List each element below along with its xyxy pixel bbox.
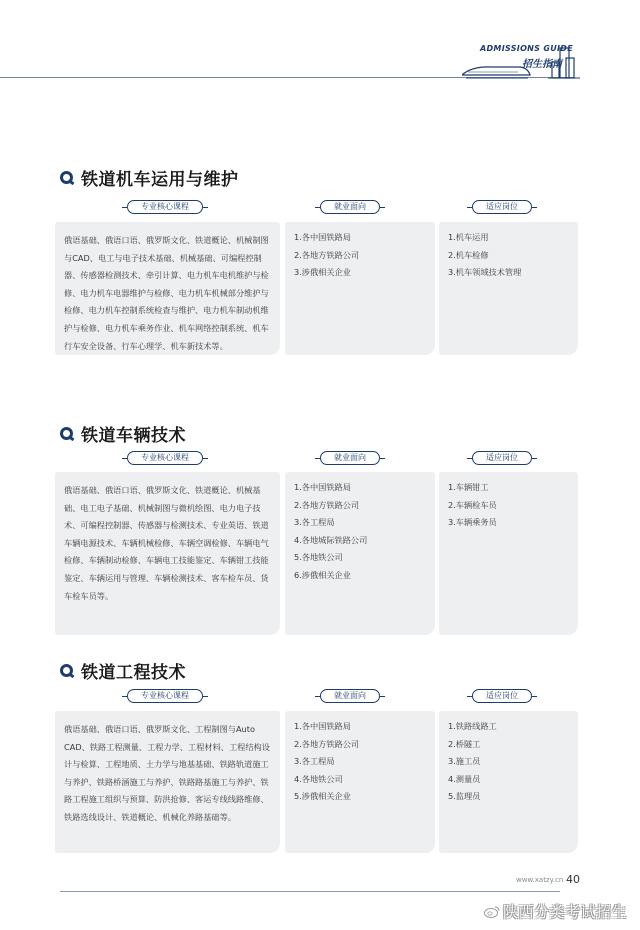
section-title-text: 铁道车辆技术	[81, 425, 186, 446]
directions-label: 就业面向	[320, 200, 380, 214]
list-item: 1.各中国铁路局	[294, 232, 351, 242]
search-bullet-icon	[60, 427, 73, 440]
positions-label: 适应岗位	[472, 451, 532, 465]
positions-box	[439, 711, 578, 853]
positions-box	[439, 222, 578, 355]
list-item: 4.测量员	[448, 773, 481, 784]
list-item: 2.各地方铁路公司	[294, 249, 360, 260]
list-item: 3.涉俄相关企业	[294, 267, 351, 278]
section-title-text: 铁道机车运用与维护	[81, 169, 239, 190]
positions-box	[439, 472, 578, 635]
courses-text: 俄语基础、俄语口语、俄罗斯文化、工程制图与Auto CAD、铁路工程测量、工程力学、工程材料、工程结构设计与检算、工程地质、土力学与地基基础、铁路轨道施工与养护、铁路桥涵施工与养护、铁路路基施工与养护、铁路工程施工组织与预算、防洪抢修、客运专线线路维修、铁路选线设计、铁道概论、机械化养路基础等。	[64, 724, 270, 822]
list-item: 3.各工程局	[294, 756, 335, 767]
section-title	[60, 421, 186, 445]
courses-label: 专业核心课程	[127, 689, 203, 703]
watermark-text: 陕西分类考试招生	[503, 903, 628, 921]
list-item: 5.各地铁公司	[294, 552, 343, 563]
positions-label: 适应岗位	[472, 689, 532, 703]
brand-chinese: 招生指南	[522, 59, 562, 70]
list-item: 3.各工程局	[294, 517, 335, 528]
list-item: 1.各中国铁路局	[294, 721, 351, 731]
list-item: 2.各地方铁路公司	[294, 499, 360, 510]
courses-text: 俄语基础、俄语口语、俄罗斯文化、铁道概论、机械制图与CAD、电工与电子技术基础、机械基础、可编程控制器、传感器检测技术、牵引计算、电力机车电机维护与检修、电力机车电器维护与检修、电力机车机械部分维护与检修、电力机车控制系统检查与维护、电力机车制动机维护与检修、电力机车乘务作业、机车网络控制系统、机车行车安全设备、行车心理学、机车新技术等。	[64, 235, 269, 351]
list-item: 6.涉俄相关企业	[294, 569, 351, 580]
courses-box	[55, 472, 280, 635]
section-title	[60, 165, 239, 189]
courses-label: 专业核心课程	[127, 200, 203, 214]
section-title	[60, 658, 186, 682]
courses-label: 专业核心课程	[127, 451, 203, 465]
list-item: 5.监理员	[448, 791, 481, 802]
brand-english: ADMISSIONS GUIDE	[480, 44, 573, 53]
directions-label: 就业面向	[320, 689, 380, 703]
page-number: 40	[566, 873, 580, 886]
courses-box	[55, 222, 280, 355]
list-item: 3.机车领域技术管理	[448, 267, 522, 278]
search-bullet-icon	[60, 171, 73, 184]
list-item: 5.涉俄相关企业	[294, 791, 351, 802]
brand-logo	[462, 42, 587, 88]
list-item: 2.机车检修	[448, 249, 489, 260]
list-item: 3.施工员	[448, 756, 481, 767]
list-item: 1.车辆钳工	[448, 482, 489, 492]
list-item: 2.车辆检车员	[448, 499, 497, 510]
directions-box	[285, 222, 435, 355]
search-bullet-icon	[60, 664, 73, 677]
weibo-icon	[484, 905, 500, 918]
list-item: 4.各地城际铁路公司	[294, 534, 368, 545]
courses-box	[55, 711, 280, 853]
courses-text: 俄语基础、俄语口语、俄罗斯文化、铁道概论、机械基础、电工电子基础、机械制图与微机绘图、电力电子技术、可编程控制器、传感器与检测技术、专业英语、铁道车辆电源技术、车辆机械检修、车辆空调检修、车辆电气检修、车辆制动检修、车辆电工技能鉴定、车辆钳工技能鉴定、车辆运用与管理、车辆检测技术、客车检车员、货车检车员等。	[64, 485, 269, 601]
footer-url[interactable]: www.xatzy.cn	[516, 876, 564, 884]
list-item: 1.各中国铁路局	[294, 482, 351, 492]
directions-box	[285, 472, 435, 635]
list-item: 4.各地铁公司	[294, 773, 343, 784]
directions-box	[285, 711, 435, 853]
list-item: 1.铁路线路工	[448, 721, 497, 731]
list-item: 2.各地方铁路公司	[294, 738, 360, 749]
footer-rule	[60, 891, 560, 892]
section-title-text: 铁道工程技术	[81, 662, 186, 683]
watermark	[484, 901, 627, 922]
positions-label: 适应岗位	[472, 200, 532, 214]
directions-label: 就业面向	[320, 451, 380, 465]
list-item: 3.车辆乘务员	[448, 517, 497, 528]
list-item: 2.桥隧工	[448, 738, 481, 749]
list-item: 1.机车运用	[448, 232, 489, 242]
